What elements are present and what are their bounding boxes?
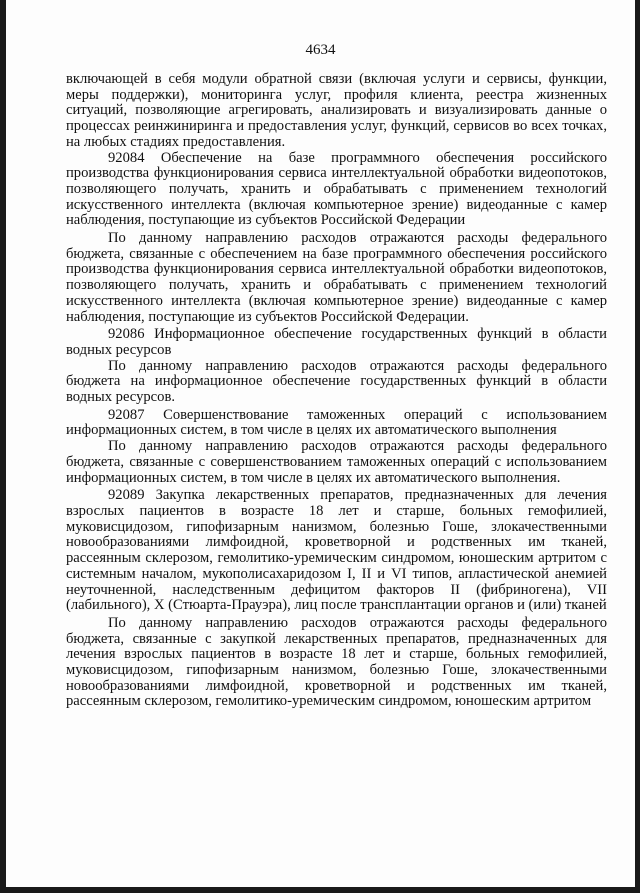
page-number: 4634 — [305, 42, 336, 58]
paragraph: 92084 Обеспечение на базе программного обеспечения российского производства функционирования сервиса интеллектуальной обработки видеопотоков, позволяющего получать, хранить и обрабатывать с применением технологий искусственного интеллекта (включая компьютерное зрение) видеоданные с камер наблюдения, поступающие из субъектов Российской Федерации — [66, 149, 607, 229]
paragraph: 92089 Закупка лекарственных препаратов, предназначенных для лечения взрослых пациентов в возрасте 18 лет и старше, больных гемофилией, муковисцидозом, гипофизарным нанизмом, болезнью Гоше, злокачественными новообразованиями лимфоидной, кроветворной и родственных им тканей, рассеянным склерозом, гемолитико-уремическим синдромом, юношеским артритом с системным началом, мукополисахаридозом I, II и VI типов, апластической анемией неуточненной, наследственным дефицитом факторов II (фибриногена), VII (лабильного), X (Стюарта-Прауэра), лиц после трансплантации органов и (или) тканей — [66, 487, 607, 614]
paragraph: включающей в себя модули обратной связи (включая услуги и сервисы, функции, меры поддержки), мониторинга услуг, профиля клиента, реестра жизненных ситуаций, позволяющие агрегировать, анализировать и визуализировать данные о процессах реинжиниринга и предоставления услуг, функций, сервисов во всех точках, на любых стадиях предоставления. — [66, 71, 607, 150]
paragraph: По данному направлению расходов отражаются расходы федерального бюджета, связанные с совершенствованием таможенных операций с использованием информационных систем, в том числе в целях их автоматического выполнения. — [66, 438, 607, 486]
paragraph: По данному направлению расходов отражаются расходы федерального бюджета, связанные с закупкой лекарственных препаратов, предназначенных для лечения взрослых пациентов в возрасте 18 лет и старше, больных гемофилией, муковисцидозом, гипофизарным нанизмом, болезнью Гоше, злокачественными новообразованиями лимфоидной, кроветворной и родственных им тканей, рассеянным склерозом, гемолитико-уремическим синдромом, юношеским артритом — [66, 614, 607, 710]
paragraph: По данному направлению расходов отражаются расходы федерального бюджета, связанные с обеспечением на базе программного обеспечения российского производства функционирования сервиса интеллектуальной обработки видеопотоков, позволяющего получать, хранить и обрабатывать с применением технологий искусственного интеллекта (включая компьютерное зрение) видеоданные с камер наблюдения, поступающие из субъектов Российской Федерации. — [66, 230, 607, 325]
paragraph: По данному направлению расходов отражаются расходы федерального бюджета на информационное обеспечение государственных функций в области водных ресурсов. — [66, 357, 607, 406]
paragraph: 92086 Информационное обеспечение государственных функций в области водных ресурсов — [66, 326, 607, 358]
paragraph: 92087 Совершенствование таможенных операций с использованием информационных систем, в том числе в целях их автоматического выполнения — [66, 406, 607, 439]
document-body — [66, 72, 607, 710]
